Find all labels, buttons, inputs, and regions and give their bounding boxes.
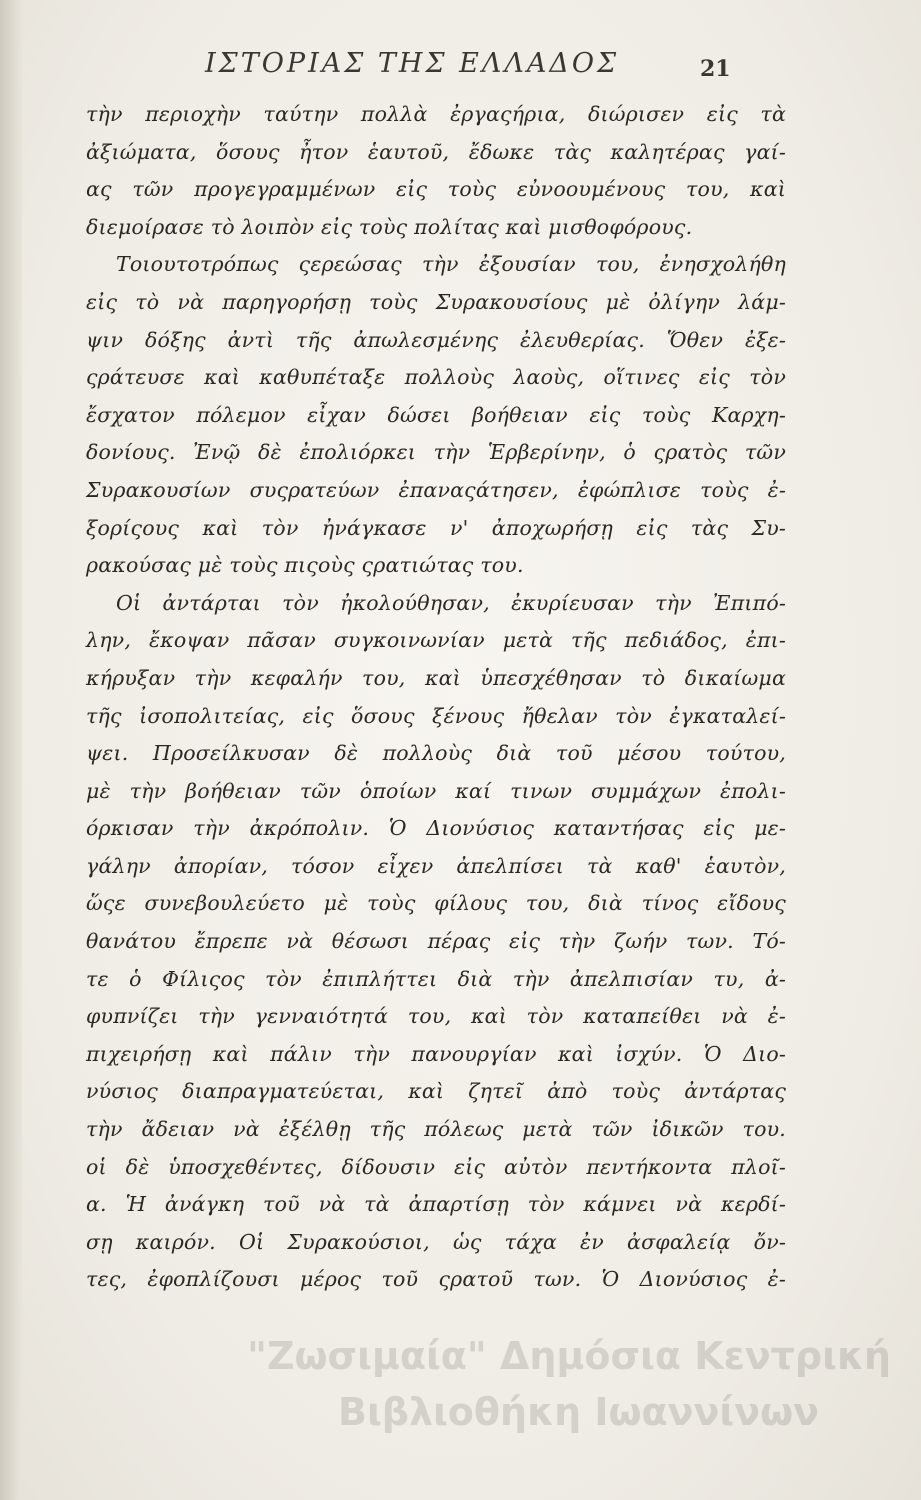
text-line: φυπνίζει τὴν γενναιότητά του, καὶ τὸν καταπείθει νὰ ἐ- bbox=[86, 1004, 786, 1029]
text-line: γάλην ἀπορίαν, τόσον εἶχεν ἀπελπίσει τὰ καθ' ἑαυτὸν, bbox=[86, 853, 786, 878]
text-line: εἰς τὸ νὰ παρηγορήσῃ τοὺς Συρακουσίους μὲ ὀλίγην λάμ- bbox=[86, 289, 786, 314]
page-header bbox=[0, 48, 921, 88]
page-spine-shadow bbox=[0, 0, 22, 1500]
text-line: σῃ καιρόν. Οἱ Συρακούσιοι, ὡς τάχα ἐν ἀσφαλείᾳ ὄν- bbox=[86, 1229, 786, 1254]
text-line: τες, ἐφοπλίζουσι μέρος τοῦ ςρατοῦ των. Ὁ Διονύσιος ἐ- bbox=[86, 1267, 786, 1292]
paragraph-start-line: Οἱ ἀντάρται τὸν ἠκολούθησαν, ἐκυρίευσαν τὴν Ἐπιπό- bbox=[116, 590, 786, 615]
text-line: α. Ἡ ἀνάγκη τοῦ νὰ τὰ ἀπαρτίσῃ τὸν κάμνει νὰ κερδί- bbox=[86, 1192, 786, 1217]
text-line: κήρυξαν τὴν κεφαλήν του, καὶ ὑπεσχέθησαν τὸ δικαίωμα bbox=[86, 665, 786, 690]
text-line: ἔσχατον πόλεμον εἶχαν δώσει βοήθειαν εἰς τοὺς Καρχη- bbox=[86, 402, 786, 427]
text-line: τῆς ἰσοπολιτείας, εἰς ὅσους ξένους ἤθελαν τὸν ἐγκαταλεί- bbox=[86, 703, 786, 728]
text-line: θανάτου ἔπρεπε νὰ θέσωσι πέρας εἰς τὴν ζωήν των. Τό- bbox=[86, 929, 786, 954]
text-line: ρακούσας μὲ τοὺς πιςοὺς ςρατιώτας του. bbox=[86, 553, 524, 578]
paragraph-start-line: Τοιουτοτρόπως ςερεώσας τὴν ἐξουσίαν του, ἐνησχολήθη bbox=[116, 252, 786, 277]
text-line: τὴν περιοχὴν ταύτην πολλὰ ἐργαςήρια, διώρισεν εἰς τὰ bbox=[86, 102, 786, 126]
text-line: ἀξιώματα, ὅσους ἦτον ἑαυτοῦ, ἔδωκε τὰς καλητέρας γαί- bbox=[86, 139, 786, 164]
text-line: νύσιος διαπραγματεύεται, καὶ ζητεῖ ἀπὸ τοὺς ἀντάρτας bbox=[86, 1079, 786, 1104]
text-line: ὥςε συνεβουλεύετο μὲ τοὺς φίλους του, διὰ τίνος εἴδους bbox=[86, 891, 786, 916]
text-line: λην, ἔκοψαν πᾶσαν συγκοινωνίαν μετὰ τῆς πεδιάδος, ἐπι- bbox=[86, 628, 786, 653]
watermark-line-2: Βιβλιοθήκη Ιωαννίνων bbox=[337, 1390, 819, 1434]
page-number: 21 bbox=[700, 56, 731, 82]
text-line: δονίους. Ἐνῷ δὲ ἐπολιόρκει τὴν Ἑρβερίνην, ὁ ςρατὸς τῶν bbox=[86, 440, 786, 465]
text-line: ας τῶν προγεγραμμένων εἰς τοὺς εὐνοουμένους του, καὶ bbox=[86, 177, 786, 202]
text-line: όρκισαν τὴν ἀκρόπολιν. Ὁ Διονύσιος καταντήσας εἰς με- bbox=[86, 816, 786, 841]
text-line: τὴν ἄδειαν νὰ ἐξέλθῃ τῆς πόλεως μετὰ τῶν ἰδικῶν του. bbox=[86, 1117, 786, 1142]
text-line: πιχειρήσῃ καὶ πάλιν τὴν πανουργίαν καὶ ἰσχύν. Ὁ Διο- bbox=[86, 1041, 786, 1066]
text-line: διεμοίρασε τὸ λοιπὸν εἰς τοὺς πολίτας καὶ μισθοφόρους. bbox=[86, 214, 693, 239]
running-title: ΙΣΤΟΡΙΑΣ ΤΗΣ ΕΛΛΑΔΟΣ bbox=[205, 48, 620, 79]
text-line: ψει. Προσείλκυσαν δὲ πολλοὺς διὰ τοῦ μέσου τούτου, bbox=[86, 741, 786, 766]
text-line: μὲ τὴν βοήθειαν τῶν ὁποίων καί τινων συμμάχων ἐπολι- bbox=[86, 778, 786, 803]
text-line: Συρακουσίων συςρατεύων ἐπαναςάτησεν, ἐφώπλισε τοὺς ἐ- bbox=[86, 477, 786, 502]
body-text bbox=[86, 96, 786, 1299]
text-line: ψιν δόξης ἀντὶ τῆς ἀπωλεσμένης ἐλευθερίας. Ὅθεν ἐξε- bbox=[86, 327, 786, 352]
text-line: ξορίςους καὶ τὸν ἠνάγκασε ν' ἀποχωρήσῃ εἰς τὰς Συ- bbox=[86, 515, 786, 540]
library-watermark bbox=[0, 1328, 921, 1440]
text-line: οἱ δὲ ὑποσχεθέντες, δίδουσιν εἰς αὐτὸν πεντήκοντα πλοῖ- bbox=[86, 1154, 786, 1179]
text-line: τε ὁ Φίλιςος τὸν ἐπιπλήττει διὰ τὴν ἀπελπισίαν τυ, ἀ- bbox=[86, 966, 786, 991]
text-line: ςράτευσε καὶ καθυπέταξε πολλοὺς λαοὺς, οἵτινες εἰς τὸν bbox=[86, 365, 786, 390]
watermark-line-1: "Ζωσιμαία" Δημόσια Κεντρική bbox=[247, 1334, 891, 1378]
